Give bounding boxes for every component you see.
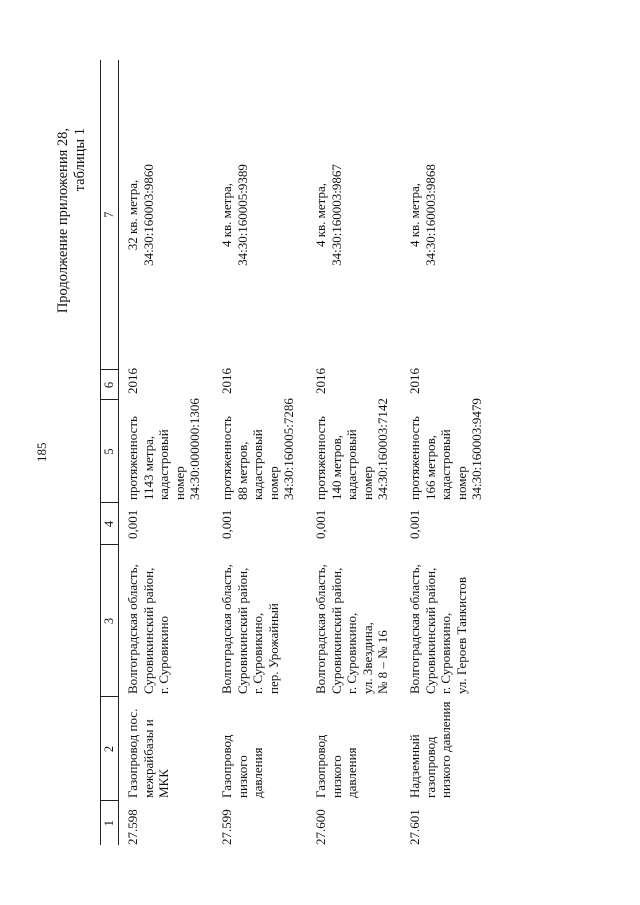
header-cell: 6 — [101, 370, 119, 400]
row-number: 27.600 — [313, 809, 328, 845]
object-value: 0,001 — [219, 509, 234, 539]
object-details: протяженность 1143 метра, кадастровый номер 34:30:000000:1306 — [125, 398, 202, 500]
header-cell: 7 — [101, 60, 119, 370]
table-row — [119, 60, 214, 845]
object-year: 2016 — [313, 368, 328, 394]
table-row — [307, 60, 401, 845]
object-name: Газопровод низкого давления — [219, 734, 265, 798]
property-table — [100, 60, 495, 845]
object-details: протяженность 140 метров, кадастровый номер 34:30:160003:7142 — [313, 398, 390, 500]
header-cell: 3 — [101, 545, 119, 697]
object-year: 2016 — [407, 368, 422, 394]
row-number: 27.599 — [219, 809, 234, 845]
object-name: Надземный газопровод низкого давления — [407, 701, 453, 798]
object-area: 32 кв. метра, 34:30:160003:9860 — [125, 164, 156, 266]
page-number: 185 — [34, 442, 49, 462]
row-number: 27.598 — [125, 809, 140, 845]
continuation-line-1: Продолжение приложения 28, — [55, 128, 71, 314]
object-location: Волгоградская область, Суровикинский район, г. Суровикино — [125, 564, 171, 694]
table-row — [213, 60, 307, 845]
object-name: Газопровод пос. межрайбазы и МКК — [125, 708, 171, 798]
object-year: 2016 — [219, 368, 234, 394]
header-row — [101, 60, 119, 845]
header-cell: 5 — [101, 400, 119, 503]
object-area: 4 кв. метра, 34:30:160005:9389 — [219, 164, 250, 266]
row-number: 27.601 — [407, 809, 422, 845]
object-location: Волгоградская область, Суровикинский район, г. Суровикино, ул. Звездина, № 8 – № 16 — [313, 564, 390, 694]
header-cell: 2 — [101, 697, 119, 801]
object-value: 0,001 — [313, 509, 328, 539]
object-area: 4 кв. метра, 34:30:160003:9867 — [313, 164, 344, 266]
object-location: Волгоградская область, Суровикинский район, г. Суровикино, ул. Героев Танкистов — [407, 564, 469, 694]
object-year: 2016 — [125, 368, 140, 394]
object-details: протяженность 166 метров, кадастровый номер 34:30:160003:9479 — [407, 398, 484, 500]
table-row — [401, 60, 495, 845]
continuation-heading — [55, 128, 89, 313]
object-value: 0,001 — [125, 509, 140, 539]
object-name: Газопровод низкого давления — [313, 734, 359, 798]
continuation-line-2: таблицы 1 — [72, 128, 88, 192]
header-cell: 4 — [101, 503, 119, 545]
object-value: 0,001 — [407, 509, 422, 539]
object-location: Волгоградская область, Суровикинский район, г. Суровикино, пер. Урожайный — [219, 564, 281, 694]
object-area: 4 кв. метра, 34:30:160003:9868 — [407, 164, 438, 266]
header-cell: 1 — [101, 801, 119, 845]
object-details: протяженность 88 метров, кадастровый номер 34:30:160005:7286 — [219, 398, 296, 500]
